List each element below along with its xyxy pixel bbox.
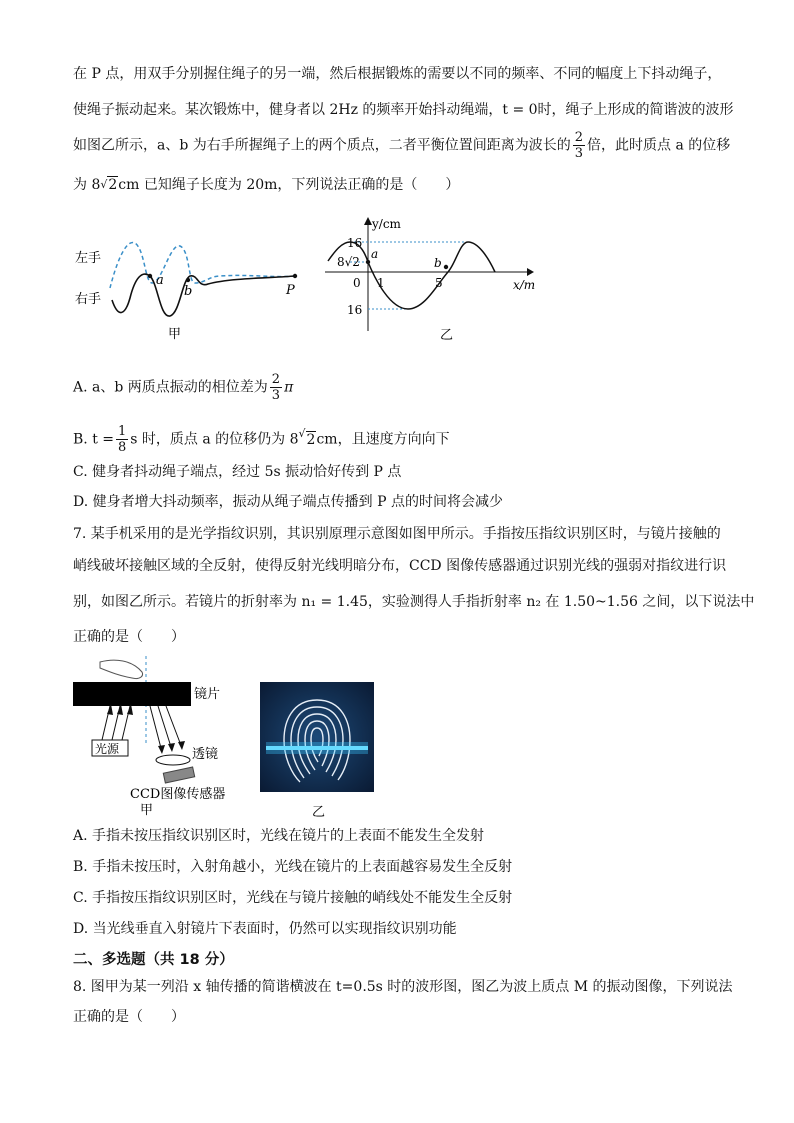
point-b-dot <box>186 278 190 282</box>
q8-line-2: 正确的是（ ） <box>73 1009 185 1025</box>
lens-ellipse <box>156 755 190 765</box>
label-b: b <box>184 284 193 299</box>
label-light-source: 光源 <box>95 742 120 756</box>
caption-yi: 乙 <box>312 805 326 820</box>
q6-option-C: C. 健身者抖动绳子端点，经过 5s 振动恰好传到 P 点 <box>73 464 402 480</box>
label-a: a <box>156 273 164 288</box>
finger-icon <box>100 660 143 678</box>
label-left-hand: 左手 <box>75 251 102 266</box>
lens-plate <box>73 682 191 706</box>
sqrt-value: 2 <box>306 431 316 448</box>
label-a: a <box>371 247 379 261</box>
label-lens: 镜片 <box>194 687 221 702</box>
tick-0: 0 <box>353 276 361 290</box>
caption-jia: 甲 <box>140 803 154 816</box>
q7-option-D: D. 当光线垂直入射镜片下表面时，仍然可以实现指纹识别功能 <box>73 921 457 937</box>
q6-line-3-text-b: 倍，此时质点 a 的位移 <box>587 137 731 154</box>
tick-8root2: 8√2 <box>337 255 360 269</box>
y-axis-label: y/cm <box>372 217 401 231</box>
label-lens2: 透镜 <box>192 747 219 762</box>
tick-16-top: 16 <box>347 236 363 250</box>
label-right-hand: 右手 <box>75 292 102 307</box>
x-axis-label: x/m <box>513 278 536 292</box>
q7-line-2: 峭线破坏接触区域的全反射，使得反射光线明暗分布，CCD 图像传感器通过识别光线的强弱对指纹进行识 <box>73 558 727 574</box>
option-text-c: cm，且速度方向向下 <box>316 431 450 448</box>
label-P: P <box>286 283 295 298</box>
tick-16-bottom: 16 <box>347 303 363 317</box>
q7-line-1: 7. 某手机采用的是光学指纹识别，其识别原理示意图如图甲所示。手指按压指纹识别区时，与镜片接触的 <box>73 526 721 542</box>
caption-yi: 乙 <box>440 328 454 343</box>
point-P-dot <box>293 274 297 278</box>
q7-line-4: 正确的是（ ） <box>73 629 185 645</box>
sqrt-value: 2 <box>108 177 118 193</box>
figure-fingerprint-yi <box>260 682 374 820</box>
q6-line-4-text: 为 8 <box>73 177 101 193</box>
point-b-dot <box>444 265 448 269</box>
q6-line-4: 为 8√2cm 已知绳子长度为 20m，下列说法正确的是（ ） <box>73 177 460 193</box>
q7-option-C: C. 手指按压指纹识别区时，光线在与镜片接触的峭线处不能发生全反射 <box>73 890 513 906</box>
option-text-b: s 时，质点 a 的位移仍为 8 <box>130 431 299 448</box>
q7-option-A: A. 手指未按压指纹识别区时，光线在镜片的上表面不能发生全发射 <box>73 828 485 844</box>
figure-sensor-jia <box>70 654 250 816</box>
ccd-sensor <box>163 767 194 783</box>
q6-option-D: D. 健身者增大抖动频率，振动从绳子端点传播到 P 点的时间将会减少 <box>73 494 503 510</box>
figure-wave-yi <box>320 213 540 345</box>
pi-symbol: π <box>284 379 294 396</box>
label-b: b <box>434 256 442 270</box>
q6-line-4-text-b: cm 已知绳子长度为 20m，下列说法正确的是（ ） <box>118 177 460 193</box>
q6-line-2: 使绳子振动起来。某次锻炼中，健身者以 2Hz 的频率开始抖动绳端，t = 0时，绳子上形成的简谐波的波形 <box>73 102 734 118</box>
option-text: A. a、b 两质点振动的相位差为 <box>73 379 268 396</box>
q7-line-3: 别，如图乙所示。若镜片的折射率为 n₁ = 1.45，实验测得人手指折射率 n₂ 在 1.50~1.56 之间，以下说法中 <box>73 594 755 610</box>
q6-option-B: B. t = $\frac{1}{8}$ s 时，质点 a 的位移仍为 8√2cm，且速度方向向下 <box>73 424 450 455</box>
q6-option-A <box>73 372 293 403</box>
q8-line-1: 8. 图甲为某一列沿 x 轴传播的简谐横波在 t=0.5s 时的波形图，图乙为波上质点 M 的振动图像，下列说法 <box>73 979 733 995</box>
point-a-dot <box>148 274 152 278</box>
tick-1: 1 <box>377 276 385 290</box>
fraction: $\frac{2}{3}$ <box>271 372 281 403</box>
option-text: B. t = <box>73 431 114 448</box>
q6-line-3 <box>73 130 730 161</box>
section-heading: 二、多选题（共 18 分） <box>73 952 234 968</box>
q6-line-3-text: 如图乙所示，a、b 为右手所握绳子上的两个质点，二者平衡位置间距离为波长的 <box>73 137 571 154</box>
rope-dashed <box>110 242 295 288</box>
fraction: $\frac{1}{8}$ <box>118 424 127 455</box>
caption-jia: 甲 <box>168 327 182 342</box>
figure-rope-jia <box>70 228 310 348</box>
fraction: $\frac{2}{3}$ <box>574 130 584 161</box>
q6-line-1: 在 P 点，用双手分别握住绳子的另一端，然后根据锻炼的需要以不同的频率、不同的幅度上下抖动绳子， <box>73 66 722 82</box>
tick-5: 5 <box>435 276 443 290</box>
q7-option-B: B. 手指未按压时，入射角越小，光线在镜片的上表面越容易发生全反射 <box>73 859 513 875</box>
point-a-dot <box>366 260 370 264</box>
label-ccd: CCD图像传感器 <box>130 787 226 802</box>
rope-solid <box>112 274 295 316</box>
